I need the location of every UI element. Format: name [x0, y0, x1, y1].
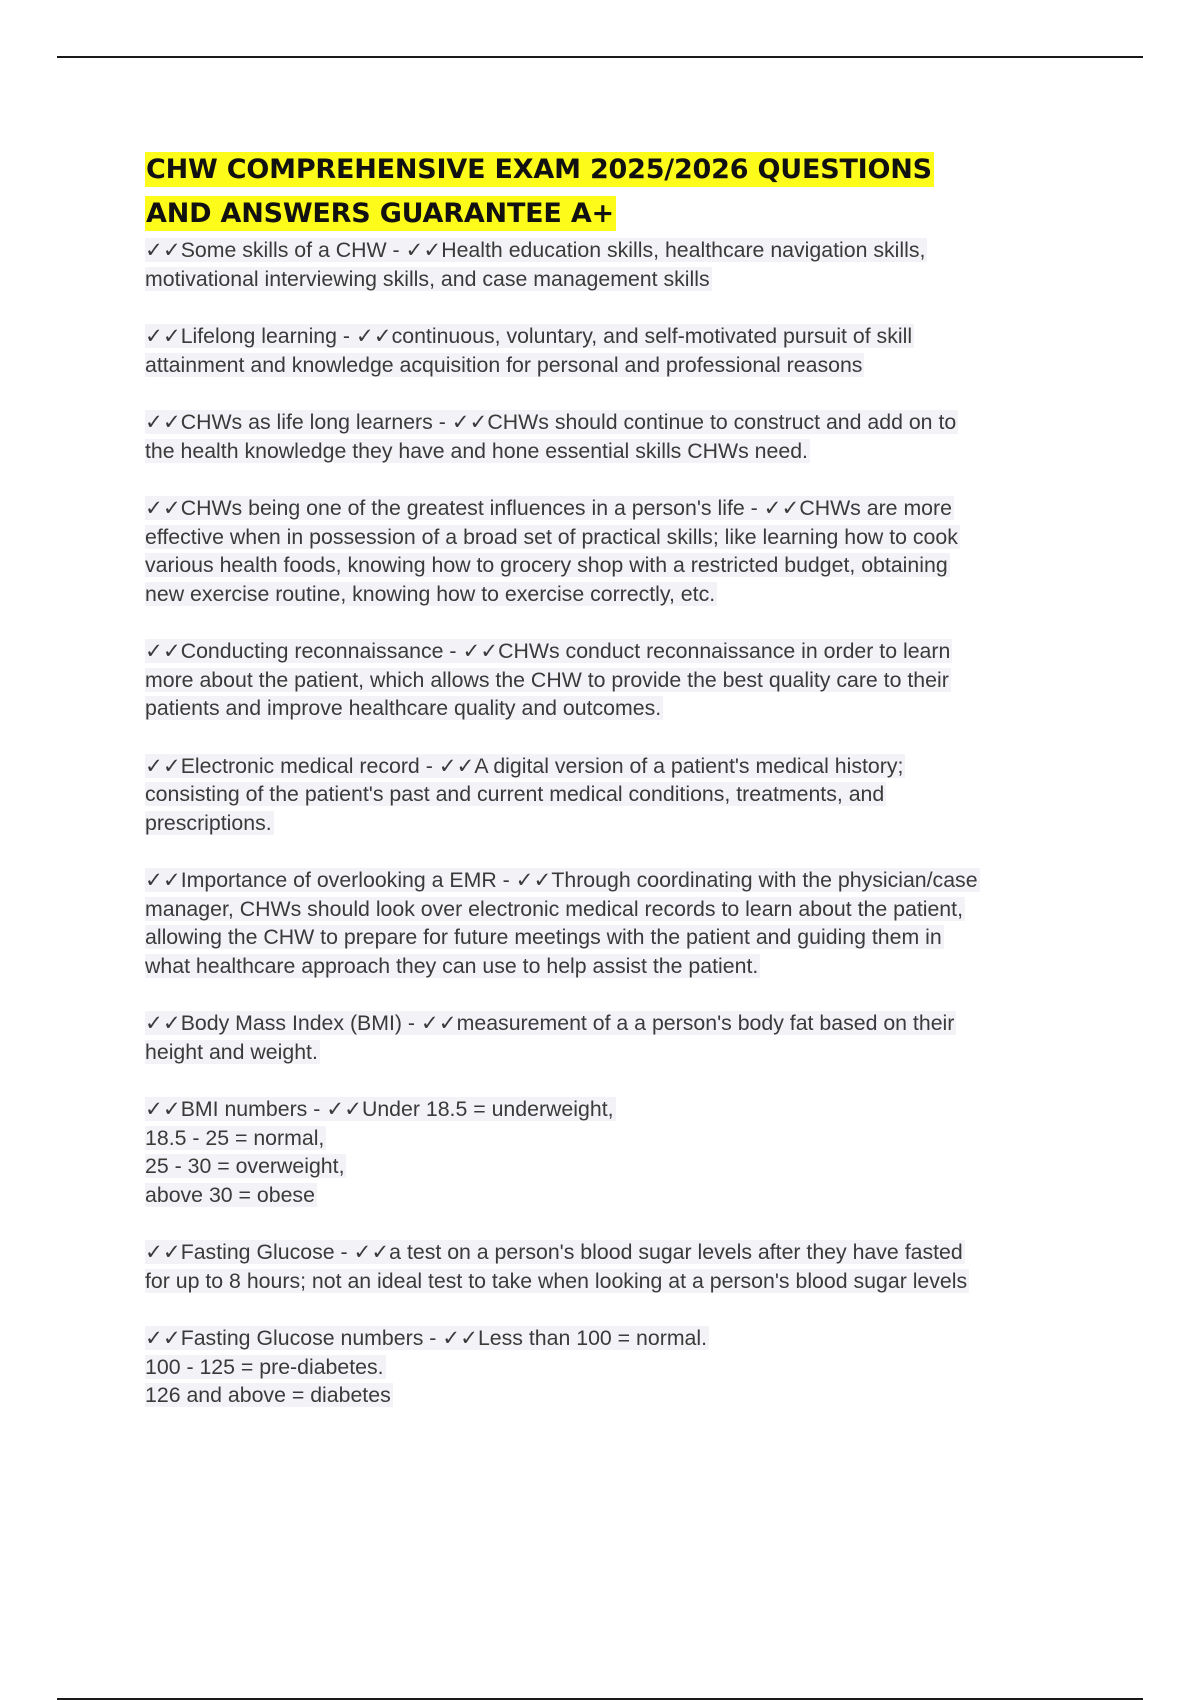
- qa-entry-text: ✓✓Fasting Glucose numbers - ✓✓Less than 100 = normal. 100 - 125 = pre-diabetes. 126 and above = diabetes: [145, 1326, 708, 1407]
- qa-entry-text: ✓✓BMI numbers - ✓✓Under 18.5 = underweight, 18.5 - 25 = normal, 25 - 30 = overweight, above 30 = obese: [145, 1097, 614, 1207]
- qa-entry: [145, 866, 1095, 980]
- qa-entry-text: ✓✓Electronic medical record - ✓✓A digital version of a patient's medical history; consisting of the patient's past and current medical conditions, treatments, and prescriptions.: [145, 753, 904, 835]
- qa-entry: [145, 1238, 1095, 1295]
- qa-entry-text: ✓✓CHWs being one of the greatest influences in a person's life - ✓✓CHWs are more effective when in possession of a broad set of practical skills; like learning how to cook various health foods, knowing how to grocery shop with a restricted budget, obtaining new exercise routine, knowing how to exercise correctly, etc.: [145, 496, 958, 606]
- document-body: [145, 148, 1095, 1439]
- qa-entry: [145, 1009, 1095, 1066]
- qa-entry: [145, 322, 1095, 379]
- qa-entry: [145, 637, 1095, 723]
- qa-entry: [145, 236, 1095, 293]
- title-line-1: CHW COMPREHENSIVE EXAM 2025/2026 QUESTIONS: [146, 154, 932, 185]
- qa-entry-text: ✓✓Fasting Glucose - ✓✓a test on a person's blood sugar levels after they have fasted for up to 8 hours; not an ideal test to take when looking at a person's blood sugar levels: [145, 1240, 968, 1293]
- qa-entry: [145, 1324, 1095, 1410]
- qa-entry: [145, 1095, 1095, 1209]
- qa-entry-text: ✓✓Importance of overlooking a EMR - ✓✓Through coordinating with the physician/case manager, CHWs should look over electronic medical records to learn about the patient, allowing the CHW to prepare for future meetings with the patient and guiding them in what healthcare approach they can use to help assist the patient.: [145, 868, 978, 978]
- qa-entry-text: ✓✓Body Mass Index (BMI) - ✓✓measurement of a a person's body fat based on their height and weight.: [145, 1011, 955, 1064]
- qa-entry-text: ✓✓Lifelong learning - ✓✓continuous, voluntary, and self-motivated pursuit of skill attainment and knowledge acquisition for personal and professional reasons: [145, 324, 913, 377]
- qa-list: [145, 236, 1095, 1410]
- qa-entry: [145, 408, 1095, 465]
- title-line-2: AND ANSWERS GUARANTEE A+: [146, 198, 614, 229]
- qa-entry-text: ✓✓Conducting reconnaissance - ✓✓CHWs conduct reconnaissance in order to learn more about the patient, which allows the CHW to provide the best quality care to their patients and improve healthcare quality and outcomes.: [145, 639, 951, 720]
- qa-entry: [145, 494, 1095, 608]
- document-title: [145, 148, 1095, 236]
- qa-entry: [145, 752, 1095, 838]
- qa-entry-text: ✓✓CHWs as life long learners - ✓✓CHWs should continue to construct and add on to the health knowledge they have and hone essential skills CHWs need.: [145, 410, 957, 463]
- header-rule: [57, 56, 1143, 58]
- qa-entry-text: ✓✓Some skills of a CHW - ✓✓Health education skills, healthcare navigation skills, motivational interviewing skills, and case management skills: [145, 238, 926, 291]
